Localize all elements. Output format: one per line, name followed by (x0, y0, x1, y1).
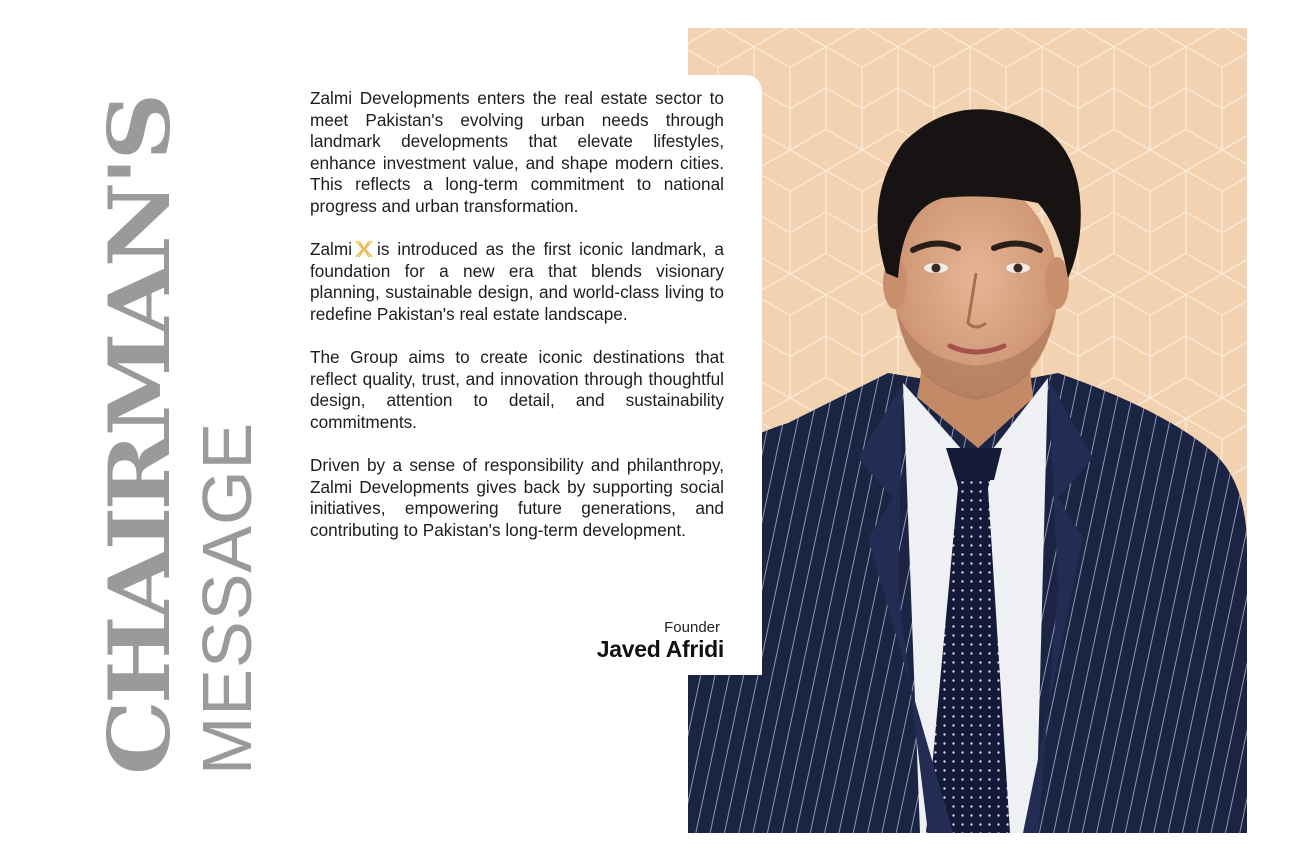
paragraph-landmark-text: is introduced as the first iconic landmark, a foundation for a new era that blends visionary planning, sustainable design, and world-class living to redefine Pakistan's real estate landscape. (310, 239, 724, 324)
signature-name: Javed Afridi (596, 636, 724, 662)
title-message: MESSAGE (188, 421, 266, 775)
zalmi-x-logo-icon (354, 240, 374, 258)
message-body (310, 88, 724, 563)
paragraph-philanthropy: Driven by a sense of responsibility and philanthropy, Zalmi Developments gives back by supporting social initiatives, empowering future generations, and contributing to Pakistan's long-term development. (310, 455, 724, 540)
chairman-portrait (688, 28, 1247, 833)
paragraph-intro: Zalmi Developments enters the real estate sector to meet Pakistan's evolving urban needs through landmark developments that elevate lifestyles, enhance investment value, and shape modern cities. This reflects a long-term commitment to national progress and urban transformation. (310, 88, 724, 216)
title-chairmans: CHAIRMAN'S (90, 96, 190, 775)
brand-word: Zalmi (310, 239, 353, 260)
paragraph-landmark (310, 239, 724, 325)
chairman-photo-panel (688, 28, 1247, 833)
paragraph-vision: The Group aims to create iconic destinations that reflect quality, trust, and innovation through thoughtful design, attention to detail, and sustainability commitments. (310, 347, 724, 432)
signature-role: Founder (664, 619, 720, 636)
